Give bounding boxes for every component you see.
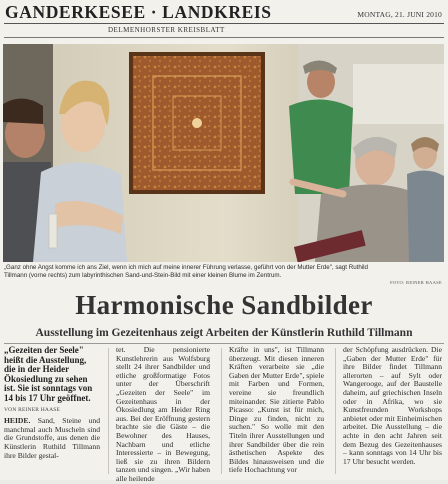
article-lead: „Gezeiten der Seele" heißt die Ausstellung, die in der Heider Ökosiedlung zu sehen ist. Sie ist sonntags von 14 bis 17 Uhr geöffnet. xyxy=(4,345,93,403)
subhead-rule xyxy=(4,37,444,38)
column-divider xyxy=(335,348,336,474)
column-divider xyxy=(221,348,222,474)
exhibition-photo-illustration xyxy=(3,44,444,262)
masthead-rule xyxy=(4,23,444,24)
column-1-text xyxy=(4,417,100,460)
photo-credit: FOTO: REINER HAASE xyxy=(390,280,442,285)
deck-rule xyxy=(4,343,444,344)
column-1-body: Sand, Steine und manchmal auch Muscheln sind die Grundstoffe, aus denen die Künstlerin Ruthild Tillmann ihre Bilder gestal- xyxy=(4,416,100,460)
article-photo xyxy=(3,44,444,262)
byline: VON REINER HAASE xyxy=(4,406,61,413)
article-headline: Harmonische Sandbilder xyxy=(75,290,373,320)
photo-caption: „Ganz ohne Angst komme ich ans Ziel, wenn ich mich auf meine innerer Führung verlasse, geführt von der Mutter Erde", sagt Ruthild Tillmann (vorne rechts) zum labyrinthischen Sand-und-Stein-Bild mit einer kleinen Blume im Zentrum. xyxy=(4,264,368,279)
article-column-1 xyxy=(4,346,100,460)
column-divider xyxy=(108,348,109,474)
article-column-4: der Schöpfung ausdrücken. Die „Gaben der Mutter Erde" für ihre Bilder findet Tillmann allerorten – auf Sylt oder Wangerooge, auf der Baustelle daheim, auf griechischen Inseln oder in Afrika, wo sie Kunstfreunden Workshops anbietet oder mit Einheimischen arbeitet. Die Ausstellung – die achte in den acht Jahren seit dem Bezug des Gezeitenhauses – kann sonntags von 14 Uhr bis 17 Uhr besucht werden. xyxy=(343,345,442,466)
article-column-3: Kräfte in uns", ist Tillmann überzeugt. Mit diesen inneren Kräften verarbeite sie „die Gaben der Mutter Erde", spiele mit Farben und Formen, vereine sie freundlich miteinander. Sie zitierte Pablo Picasso: „Kunst ist für mich, Dinge zu finden, nicht zu suchen." So wolle mit den Titeln ihrer Ausstellungen und ihrer Sandbilder über die rein ästhetischen Aspekte des Bildes hinausweisen und die tiefe Hochachtung vor xyxy=(229,345,324,475)
article-subheadline: Ausstellung im Gezeitenhaus zeigt Arbeiten der Künstlerin Ruthild Tillmann xyxy=(35,327,413,339)
section-masthead: GANDERKESEE · LANDKREIS xyxy=(5,2,272,22)
issue-date: MONTAG, 21. JUNI 2010 xyxy=(357,10,442,19)
newspaper-name: DELMENHORSTER KREISBLATT xyxy=(108,26,225,34)
article-column-2: tet. Die pensionierte Kunstlehrerin aus Wolfsburg stellt 24 ihrer Sandbilder und etliche großformatige Fotos unter der Überschrift „Gezeiten der Seele" im Gezeitenhaus in der Ökosiedlung am Heider Ring aus. Bei der Eröffnung gestern brachte sie die Gäste – die Bewohner des Hauses, Nachbarn und etliche Interessierte – in Bewegung, ließ sie zu ihren Bildern tanzen und singen. „Wir haben alle heilende xyxy=(116,345,210,483)
dateline: HEIDE. xyxy=(4,416,31,426)
